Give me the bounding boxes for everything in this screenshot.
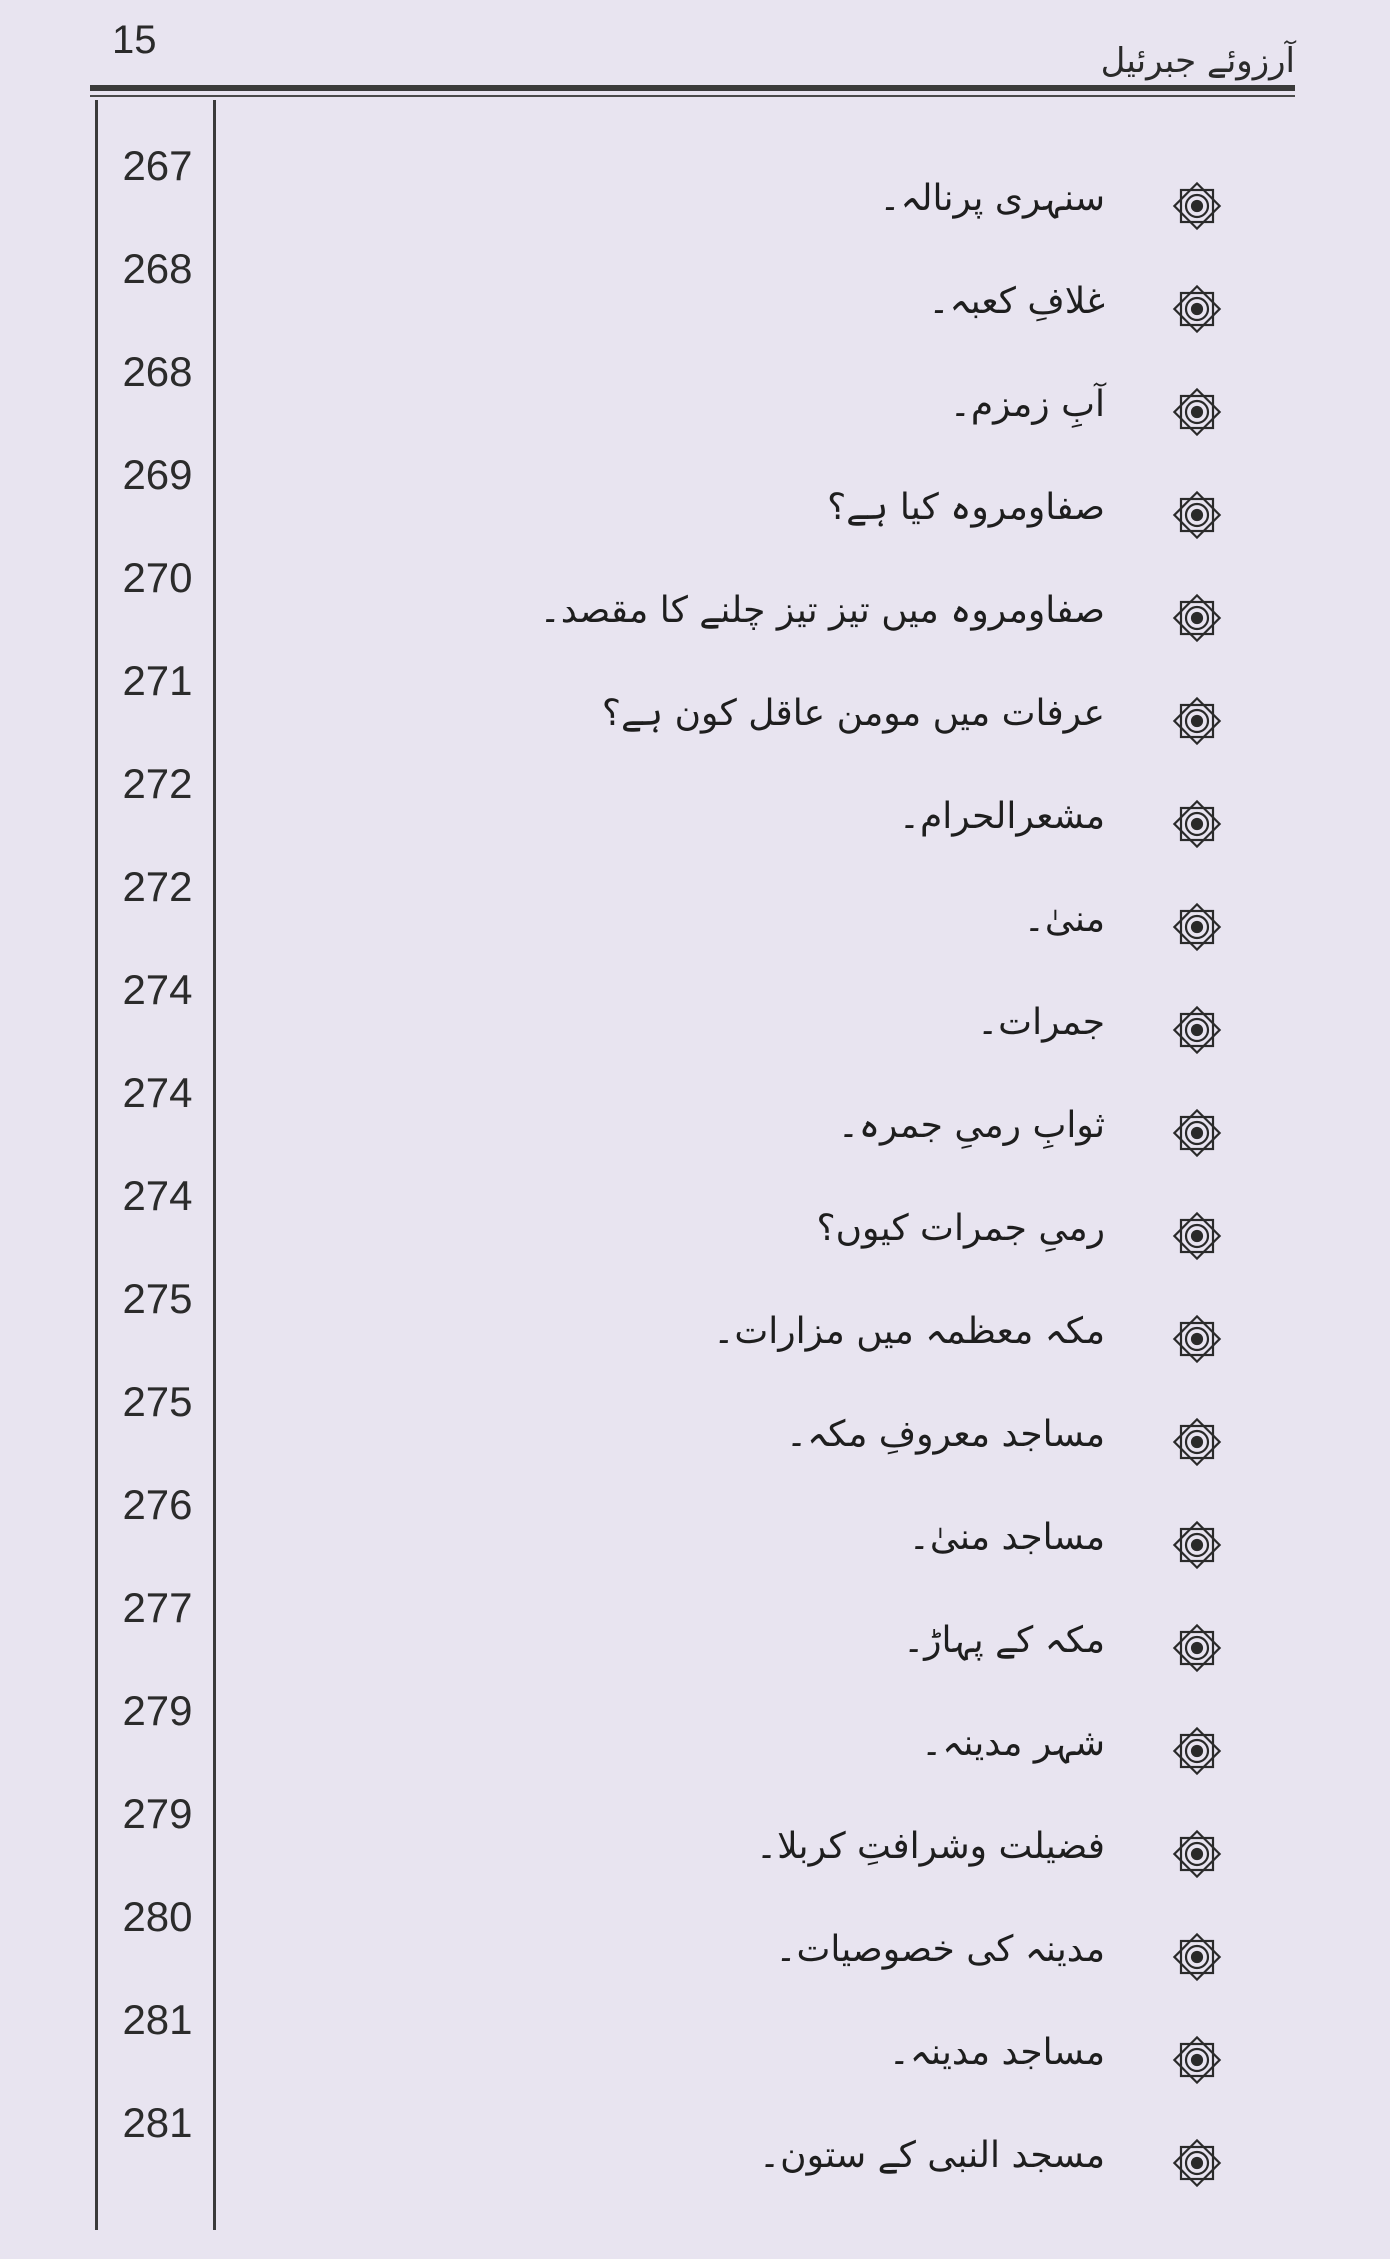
- toc-entry-page-number: 270: [122, 554, 193, 601]
- toc-entry: [95, 1130, 1225, 1249]
- toc-entry-title: منیٰ۔: [1023, 899, 1105, 940]
- toc-entry: [95, 203, 1225, 322]
- toc-entry-title: آبِ زمزم۔: [949, 384, 1105, 425]
- toc-entry-page-number: 267: [122, 142, 193, 189]
- toc-entry-page-number: 277: [122, 1584, 193, 1631]
- page-number: 15: [112, 18, 157, 62]
- toc-entry-title: فضیلت وشرافتِ کربلا۔: [755, 1826, 1105, 1867]
- toc-entry-title: مساجد منیٰ۔: [908, 1517, 1105, 1558]
- toc-entry: [95, 1336, 1225, 1455]
- toc-entry: [95, 1233, 1225, 1352]
- toc-entry-page-number: 269: [122, 451, 193, 498]
- toc-entry-page-number: 279: [122, 1687, 193, 1734]
- toc-entry-page-number: 275: [122, 1275, 193, 1322]
- toc-entry-page-number: 272: [122, 760, 193, 807]
- toc-entry-title: مسجد النبی کے ستون۔: [759, 2135, 1105, 2176]
- toc-entry-title: مساجد معروفِ مکہ۔: [786, 1414, 1105, 1455]
- toc-entry-title: مساجد مدینہ۔: [888, 2032, 1105, 2073]
- toc-entry-page-number: 281: [122, 1996, 193, 2043]
- toc-entry: [95, 1439, 1225, 1558]
- toc-entry: [95, 821, 1225, 940]
- toc-entry-title: ثوابِ رمیِ جمرہ۔: [837, 1105, 1105, 1146]
- toc-entry-title: مشعرالحرام۔: [898, 796, 1105, 837]
- toc-entry-title: مکہ کے پہاڑ۔: [903, 1620, 1105, 1661]
- toc-entry-page-number: 274: [122, 1069, 193, 1116]
- header-rule-thin: [90, 95, 1295, 97]
- toc-entry: [95, 306, 1225, 425]
- toc-entry-title: رمیِ جمرات کیوں؟: [816, 1208, 1105, 1249]
- toc-entry-title: جمرات۔: [977, 1002, 1105, 1043]
- toc-entry-title: سنہری پرنالہ۔: [879, 178, 1105, 219]
- toc-entry-title: غلافِ کعبہ۔: [928, 281, 1105, 322]
- toc-entry: [95, 924, 1225, 1043]
- toc-entry-page-number: 274: [122, 1172, 193, 1219]
- toc-entry: [95, 512, 1225, 631]
- ornament-star-icon: [1169, 2135, 1225, 2191]
- toc-entry-page-number: 275: [122, 1378, 193, 1425]
- header-rule: [90, 85, 1295, 91]
- toc-entry: [95, 615, 1225, 734]
- toc-entry-page-number: 280: [122, 1893, 193, 1940]
- toc-entry: [95, 100, 1225, 219]
- running-title: آرزوئے جبرئیل: [1100, 41, 1295, 81]
- toc-entry-page-number: 279: [122, 1790, 193, 1837]
- toc-entry-title: صفاومروہ میں تیز تیز چلنے کا مقصد۔: [539, 590, 1105, 631]
- toc-entry-page-number: 276: [122, 1481, 193, 1528]
- toc-entry-page-number: 274: [122, 966, 193, 1013]
- toc-entry: [95, 1645, 1225, 1764]
- toc-entry: [95, 1542, 1225, 1661]
- toc-entry-page-number: 272: [122, 863, 193, 910]
- toc-entry: [95, 1851, 1225, 1970]
- toc-entry: [95, 409, 1225, 528]
- toc-entry: [95, 1954, 1225, 2073]
- toc-entry-title: مکہ معظمہ میں مزارات۔: [713, 1311, 1105, 1352]
- toc-entry-title: عرفات میں مومن عاقل کون ہے؟: [601, 693, 1105, 734]
- toc-entry: [95, 1027, 1225, 1146]
- toc-entry: [95, 1748, 1225, 1867]
- toc-entry-page-number: 281: [122, 2099, 193, 2146]
- toc-entry-title: مدینہ کی خصوصیات۔: [775, 1929, 1105, 1970]
- toc-entry-title: صفاومروہ کیا ہے؟: [827, 487, 1105, 528]
- toc-entry-page-number: 271: [122, 657, 193, 704]
- toc-entry: [95, 718, 1225, 837]
- toc-entry-page-number: 268: [122, 245, 193, 292]
- toc-entry-title: شہر مدینہ۔: [921, 1723, 1105, 1764]
- toc-entry: [95, 2057, 1225, 2176]
- toc-entry-page-number: 268: [122, 348, 193, 395]
- toc-list: [95, 100, 1225, 2176]
